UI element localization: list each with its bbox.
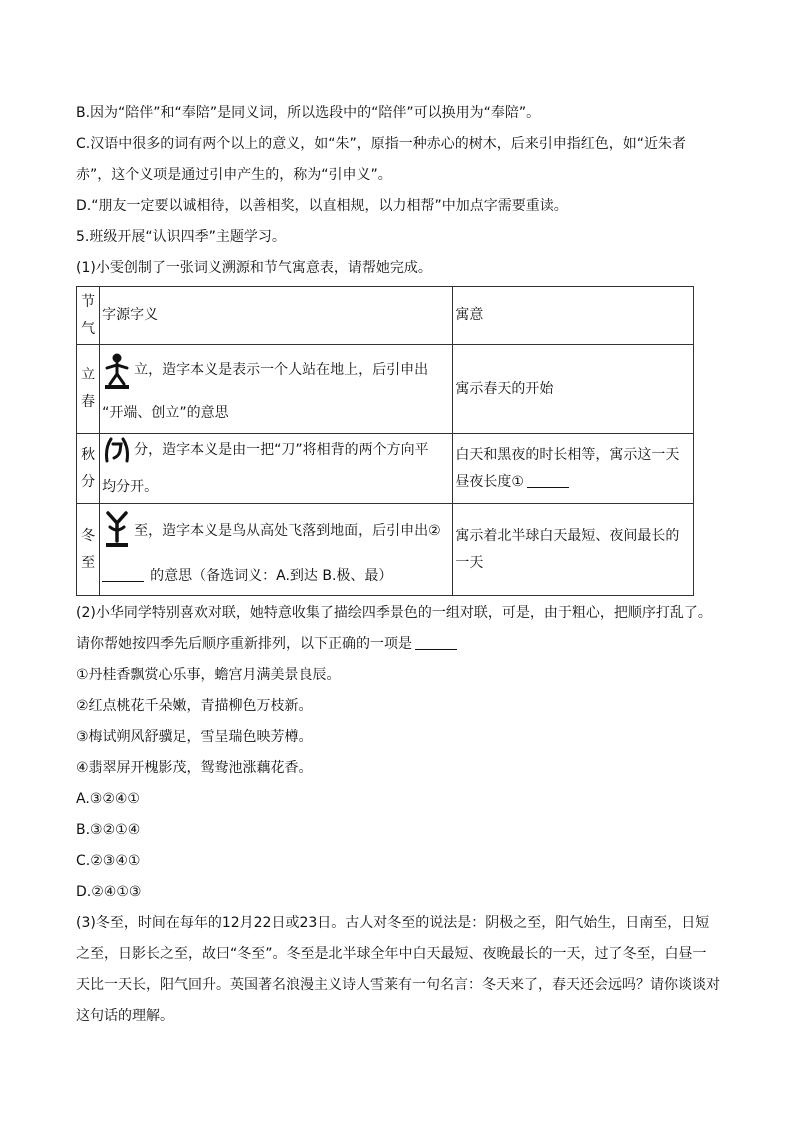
oracle-zhi-glyph-icon	[102, 509, 132, 553]
option-c-line1: C.汉语中很多的词有两个以上的意义，如“朱”，原指一种赤心的树木，后来引申指红色，如“近朱者	[76, 136, 686, 152]
question-5-1-prompt: (1)小雯创制了一张词义溯源和节气寓意表，请帮她完成。	[76, 260, 432, 276]
table-row	[77, 504, 694, 596]
header-meaning: 寓意	[453, 287, 694, 345]
choice-b: B.③②①④	[76, 822, 141, 838]
term-lichun: 立春	[77, 345, 100, 434]
meaning-qiufen	[453, 434, 694, 504]
table-row	[77, 434, 694, 504]
answer-blank-3[interactable]	[415, 635, 457, 650]
source-dongzhi-line1: 至，造字本义是鸟从高处飞落到地面，后引申出②	[134, 522, 441, 539]
source-lichun	[100, 345, 453, 434]
question-5-2-line2: 请你帮她按四季先后顺序重新排列，以下正确的一项是	[76, 636, 412, 652]
meaning-qiufen-line2: 昼夜长度①	[455, 473, 524, 490]
question-5-3-line2: 之至，日影长之至，故曰“冬至”。冬至是北半球全年中白天最短、夜晚最长的一天，过了冬至，白昼一	[76, 946, 707, 962]
meaning-dongzhi	[453, 504, 694, 596]
question-5-3-line1: (3)冬至，时间在每年的12月22日或23日。古人对冬至的说法是：阴极之至，阳气始生，日南至，日短	[76, 915, 710, 931]
answer-blank-2[interactable]	[102, 567, 144, 582]
source-qiufen-line2: 均分开。	[102, 479, 159, 495]
oracle-li-glyph-icon	[102, 352, 132, 390]
question-5-3-line4: 这句话的理解。	[76, 1008, 174, 1024]
header-term: 节气	[77, 287, 100, 345]
couplet-3: ③梅试朔风舒骥足，雪呈瑞色映芳樽。	[76, 729, 313, 745]
term-dongzhi: 冬至	[77, 504, 100, 596]
couplet-4: ④翡翠屏开槐影茂，鸳鸯池涨藕花香。	[76, 760, 313, 776]
term-qiufen: 秋分	[77, 434, 100, 504]
option-d: D.“朋友一定要以诚相待，以善相奖，以直相规，以力相帮”中加点字需要重读。	[76, 198, 568, 214]
meaning-dongzhi-line2: 一天	[455, 554, 484, 571]
choice-c: C.②③④①	[76, 853, 141, 869]
meaning-dongzhi-line1: 寓示着北半球白天最短、夜间最长的	[455, 527, 680, 544]
solar-term-table	[76, 286, 694, 596]
answer-blank-1[interactable]	[527, 473, 569, 488]
couplet-2: ②红点桃花千朵嫩，青描柳色万枝新。	[76, 698, 313, 714]
question-5-title: 5.班级开展“认识四季”主题学习。	[76, 229, 286, 245]
question-5-2-line2-wrap	[76, 629, 716, 660]
source-qiufen-line1: 分，造字本义是由一把“刀”将相背的两个方向平	[134, 441, 429, 458]
meaning-qiufen-line1: 白天和黑夜的时长相等，寓示这一天	[455, 446, 680, 463]
option-b: B.因为“陪伴”和“奉陪”是同义词，所以选段中的“陪伴”可以换用为“奉陪”。	[76, 105, 541, 121]
option-c-line2: 赤”，这个义项是通过引申产生的，称为“引申义”。	[76, 167, 392, 183]
choice-a: A.③②④①	[76, 791, 140, 807]
choice-d: D.②④①③	[76, 884, 142, 900]
header-source: 字源字义	[100, 287, 453, 345]
table-row	[77, 345, 694, 434]
source-dongzhi-line2: 的意思（备选词义：A.到达 B.极、最）	[150, 568, 393, 584]
source-lichun-line1: 立，造字本义是表示一个人站在地上，后引申出	[134, 362, 429, 378]
table-header-row	[77, 287, 694, 345]
source-lichun-line2: “开端、创立”的意思	[102, 404, 229, 421]
document-page	[76, 98, 720, 1032]
question-5-3-line3: 天比一天长，阳气回升。英国著名浪漫主义诗人雪莱有一句名言：冬天来了，春天还会远吗？请你谈谈对	[76, 977, 720, 993]
couplet-1: ①丹桂香飘赏心乐事，蟾宫月满美景良辰。	[76, 667, 341, 683]
meaning-lichun: 寓示春天的开始	[453, 345, 694, 434]
oracle-fen-glyph-icon	[102, 436, 132, 464]
question-5-2-line1: (2)小华同学特别喜欢对联，她特意收集了描绘四季景色的一组对联，可是，由于粗心，把顺序打乱了。	[76, 605, 712, 621]
source-qiufen	[100, 434, 453, 504]
source-dongzhi	[100, 504, 453, 596]
